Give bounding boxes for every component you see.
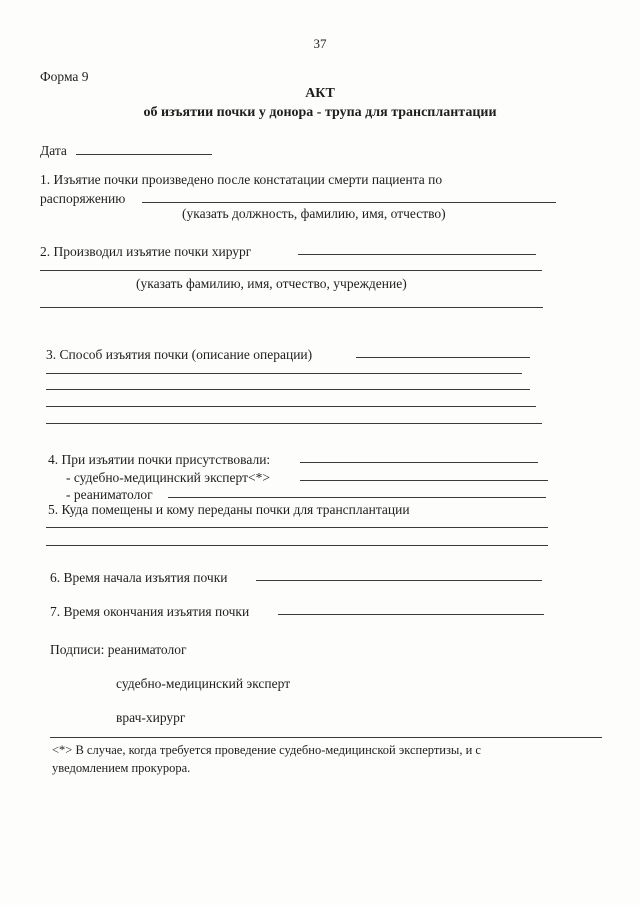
item3-field-line-3[interactable] <box>46 389 530 390</box>
item4-field-line[interactable] <box>300 462 538 463</box>
item3-field-line[interactable] <box>356 357 530 358</box>
item2-field-line-2[interactable] <box>40 270 542 271</box>
item2-hint: (указать фамилию, имя, отчество, учреждение) <box>136 276 407 291</box>
item3-field-line-2[interactable] <box>46 373 522 374</box>
item1-hint: (указать должность, фамилию, имя, отчество) <box>182 206 446 221</box>
item5-field-line[interactable] <box>46 527 548 528</box>
item1-field-line[interactable] <box>142 202 556 203</box>
date-label: Дата <box>40 143 67 158</box>
date-field-line[interactable] <box>76 154 212 155</box>
item7-text: 7. Время окончания изъятия почки <box>50 604 250 619</box>
item2-field-line-3[interactable] <box>40 307 543 308</box>
document-subtitle: об изъятии почки у донора - трупа для трансплантации <box>143 105 497 120</box>
signatures-label: Подписи: реаниматолог <box>50 642 187 657</box>
item6-text: 6. Время начала изъятия почки <box>50 570 228 585</box>
item4-reanimatologist-field[interactable] <box>168 497 546 498</box>
signature-surgeon-label: врач-хирург <box>116 710 186 725</box>
item2-field-line[interactable] <box>298 254 536 255</box>
item3-field-line-5[interactable] <box>46 423 542 424</box>
page-number: 37 <box>313 36 327 51</box>
signature-forensic-label: судебно-медицинский эксперт <box>116 676 291 691</box>
item3-text: 3. Способ изъятия почки (описание операции) <box>46 347 313 362</box>
item4-forensic-field[interactable] <box>300 480 548 481</box>
item5-text: 5. Куда помещены и кому переданы почки для трансплантации <box>48 502 410 517</box>
item1-text-cont: распоряжению <box>40 191 126 206</box>
footnote-separator <box>50 737 602 738</box>
item4-reanimatologist-label: - реаниматолог <box>66 487 153 502</box>
form-label: Форма 9 <box>40 69 89 84</box>
item4-forensic-label: - судебно-медицинский эксперт<*> <box>66 470 270 485</box>
footnote-text-cont: уведомлением прокурора. <box>52 761 191 775</box>
item4-text: 4. При изъятии почки присутствовали: <box>48 452 271 467</box>
item6-field-line[interactable] <box>256 580 542 581</box>
item5-field-line-2[interactable] <box>46 545 548 546</box>
item7-field-line[interactable] <box>278 614 544 615</box>
footnote-text: <*> В случае, когда требуется проведение судебно-медицинской экспертизы, и с <box>52 743 481 757</box>
item2-text: 2. Производил изъятие почки хирург <box>40 244 252 259</box>
item3-field-line-4[interactable] <box>46 406 536 407</box>
document-title: АКТ <box>305 86 335 101</box>
item1-text: 1. Изъятие почки произведено после констатации смерти пациента по <box>40 172 443 187</box>
